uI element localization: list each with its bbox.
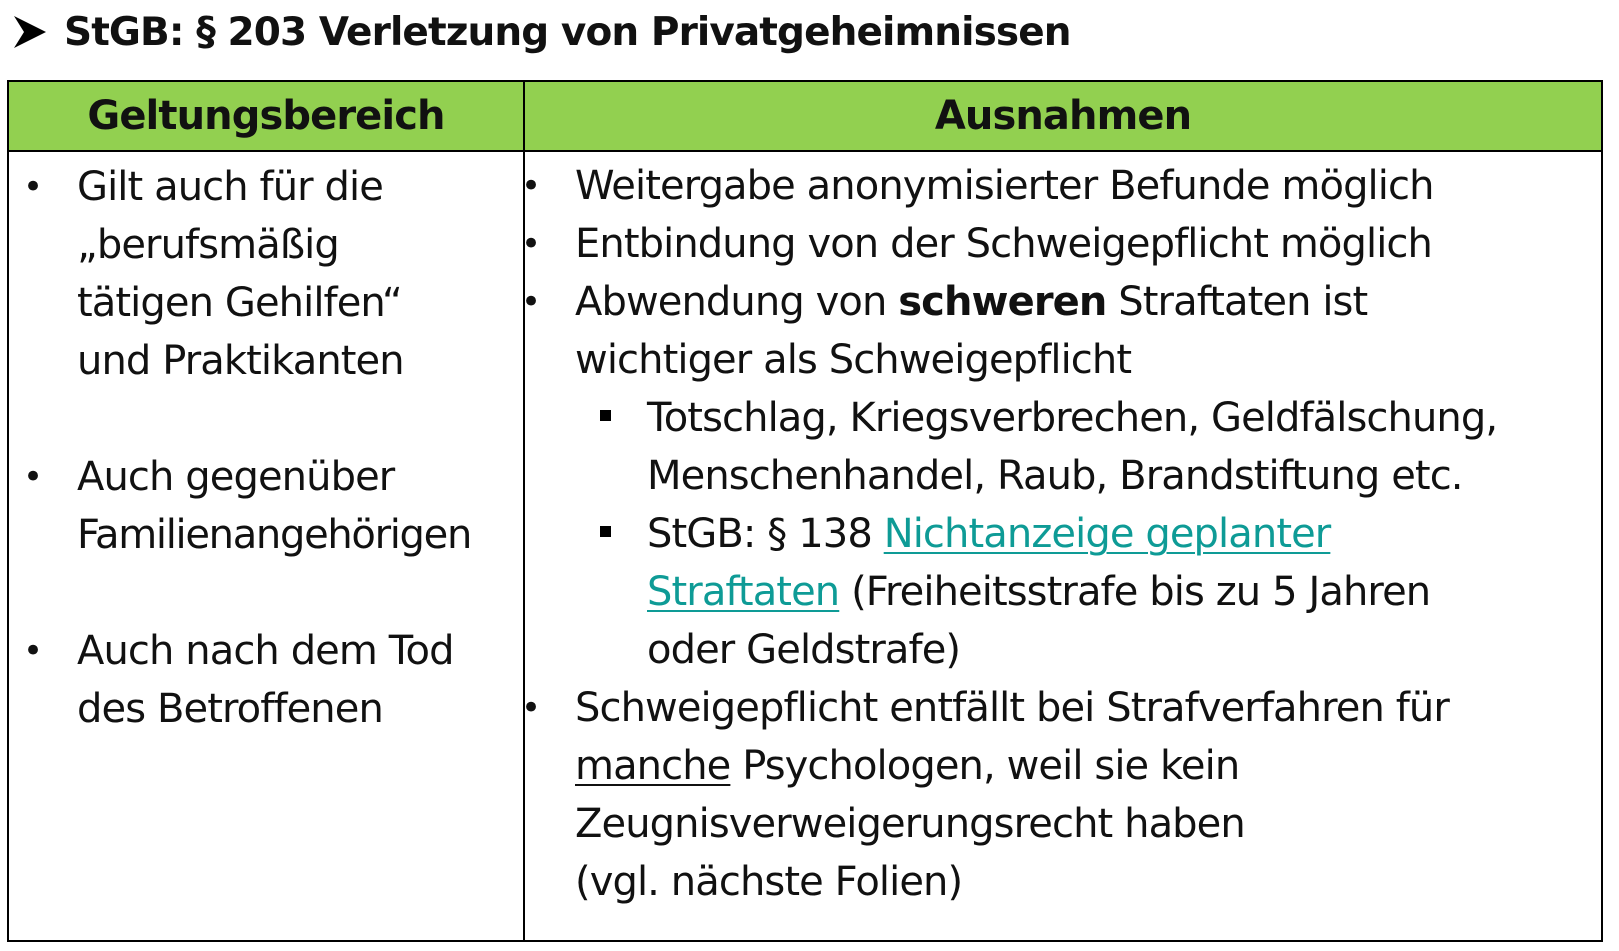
bullet-icon: • xyxy=(521,224,542,264)
link-nichtanzeige-part-1[interactable]: Nichtanzeige geplanter xyxy=(883,511,1331,557)
right-item-1: Weitergabe anonymisierter Befunde möglich xyxy=(575,163,1434,209)
bullet-icon: • xyxy=(521,282,542,322)
sub-item-2-prefix: StGB: § 138 xyxy=(647,511,884,557)
underlined-word-manche: manche xyxy=(575,743,731,789)
header-ausnahmen: Ausnahmen xyxy=(934,93,1192,139)
right-item-3-line-2: wichtiger als Schweigepflicht xyxy=(575,337,1132,383)
comparison-table xyxy=(7,80,1603,942)
sub-item-2-line-1 xyxy=(647,505,1330,563)
right-item-4-line-2-rest: Psychologen, weil sie kein xyxy=(730,743,1240,789)
right-item-3-bold: schweren xyxy=(898,279,1107,325)
link-nichtanzeige-part-2[interactable]: Straftaten xyxy=(647,569,840,615)
table-header-row xyxy=(9,82,1601,152)
left-item-1-line-4: und Praktikanten xyxy=(77,338,404,384)
slide-title: StGB: § 203 Verletzung von Privatgeheimnissen xyxy=(64,9,1071,55)
bullet-icon: • xyxy=(521,166,542,206)
bullet-icon: • xyxy=(23,457,44,497)
right-item-3-before: Abwendung von xyxy=(575,279,899,325)
right-item-4-line-1: Schweigepflicht entfällt bei Strafverfahren für xyxy=(575,685,1449,731)
left-item-3-line-1: Auch nach dem Tod xyxy=(77,628,454,674)
slide-title-row xyxy=(10,2,1071,62)
sub-item-2-after-link: (Freiheitsstrafe bis zu 5 Jahren xyxy=(839,569,1431,615)
bullet-icon: • xyxy=(521,688,542,728)
arrow-bullet-icon xyxy=(10,12,50,52)
left-item-1-line-2: „berufsmäßig xyxy=(77,222,339,268)
bullet-icon: • xyxy=(23,631,44,671)
right-item-3-line-1 xyxy=(575,273,1367,331)
bullet-icon: • xyxy=(23,167,44,207)
square-bullet-icon xyxy=(600,526,611,537)
left-item-3-line-2: des Betroffenen xyxy=(77,686,383,732)
sub-item-2-line-3: oder Geldstrafe) xyxy=(647,627,961,673)
sub-item-1-line-1: Totschlag, Kriegsverbrechen, Geldfälschung, xyxy=(647,395,1498,441)
left-item-2-line-1: Auch gegenüber xyxy=(77,454,395,500)
right-item-4-line-3: Zeugnisverweigerungsrecht haben xyxy=(575,801,1245,847)
header-geltungsbereich: Geltungsbereich xyxy=(87,93,445,139)
square-bullet-icon xyxy=(600,410,611,421)
right-item-2: Entbindung von der Schweigepflicht möglich xyxy=(575,221,1432,267)
sub-item-1-line-2: Menschenhandel, Raub, Brandstiftung etc. xyxy=(647,453,1463,499)
right-item-4-line-2 xyxy=(575,737,1239,795)
right-item-4-line-4: (vgl. nächste Folien) xyxy=(575,859,963,905)
right-item-3-after: Straftaten ist xyxy=(1106,279,1368,325)
left-item-2-line-2: Familienangehörigen xyxy=(77,512,472,558)
left-item-1-line-1: Gilt auch für die xyxy=(77,164,383,210)
sub-item-2-line-2 xyxy=(647,563,1430,621)
left-item-1-line-3: tätigen Gehilfen“ xyxy=(77,280,402,326)
